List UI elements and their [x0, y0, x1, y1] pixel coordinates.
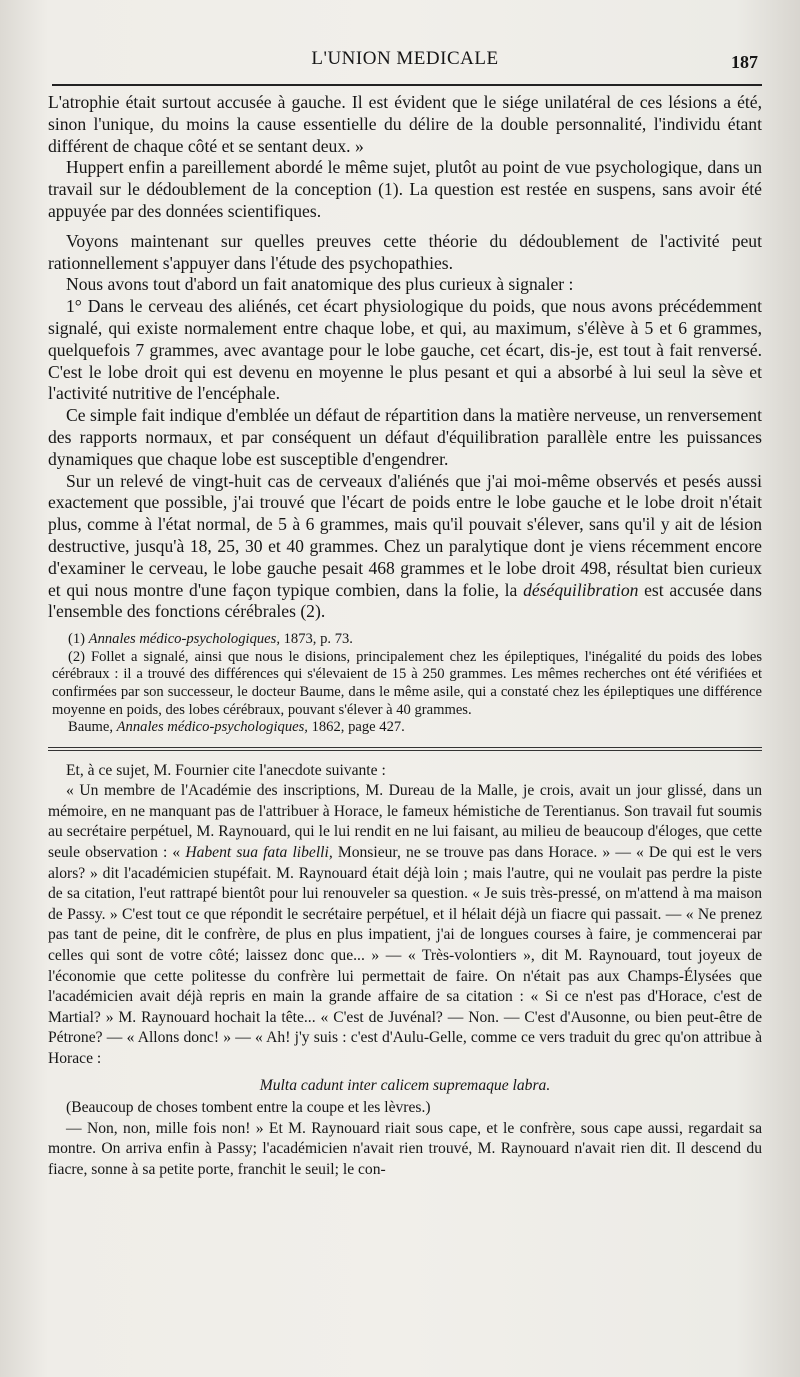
paragraph-text: « Un membre de l'Académie des inscriptions, M. Dureau de la Malle, je crois, avait un jour glissé, dans un mémoire, en ne manquant pas de l'attribuer à Horace, le fameux hémistiche de Terentianus. Son travail fut soumis au secrétaire perpétuel, M. Raynouard, qui le lui rendit en ne lui faisant, au milieu de beaucoup d'éloges, que cette seule observation : « — [48, 782, 762, 862]
footnote-tail: 1862, page 427. — [307, 719, 405, 736]
paragraph: 1° Dans le cerveau des aliénés, cet écart physiologique du poids, que nous avons précédemment signalé, qui existe normalement entre chaque lobe, et qui, au maximum, s'élève à 5 et 6 grammes, quelquefois 7 grammes, avec avantage pour le lobe gauche, cet écart, dis-je, est tout à fait renversé. C'est le lobe droit qui est devenu en moyenne le plus pesant et qui a absorbé à lui seul la sève et l'activité nutritive de l'encéphale. — [48, 296, 762, 404]
footnote-author: Baume, — [68, 719, 117, 736]
paragraph-tail: est accusée dans l'ensemble des fonctions cérébrales (2). — [48, 579, 762, 622]
footnote-1 — [52, 631, 762, 649]
italic-term: déséquilibration — [523, 579, 639, 600]
paragraph: Nous avons tout d'abord un fait anatomique des plus curieux à signaler : — [66, 274, 574, 295]
latin-quote: Habent sua fata libelli, — [185, 844, 333, 862]
verse-translation: (Beaucoup de choses tombent entre la coupe et les lèvres.) — [66, 1099, 431, 1117]
section-divider — [48, 747, 762, 751]
paragraph: Huppert enfin a pareillement abordé le même sujet, plutôt au point de vue psychologique, dans un travail sur le dédoublement de la conception (1). La question est restée en suspens, sans avoir été appuyée par des données scientifiques. — [48, 157, 762, 221]
anecdote-section — [48, 761, 762, 1181]
header-rule — [52, 84, 762, 86]
footnote-marker: (1) — [68, 631, 89, 648]
paragraph: Ce simple fait indique d'emblée un défaut de répartition dans la matière nerveuse, un renversement des rapports normaux, et par conséquent un défaut d'équilibration parallèle entre les puissances dynamiques que chaque lobe est susceptible d'engendrer. — [48, 405, 762, 469]
latin-verse: Multa cadunt inter calicem supremaque labra. — [259, 1076, 551, 1094]
paragraph: Et, à ce sujet, M. Fournier cite l'anecdote suivante : — [66, 761, 386, 779]
paragraph: Voyons maintenant sur quelles preuves cette théorie du dédoublement de l'activité peut rationnellement s'appuyer dans l'étude des psychopathies. — [48, 230, 762, 273]
page-header — [48, 0, 762, 78]
footnote-tail: 1873, p. 73. — [279, 631, 353, 648]
running-title: L'UNION MEDICALE — [311, 48, 499, 69]
footnote-3 — [52, 719, 762, 737]
page-number: 187 — [731, 52, 758, 72]
footnote-source: Annales médico-psychologiques, — [116, 719, 308, 736]
paragraph: — Non, non, mille fois non! » Et M. Raynouard riait sous cape, et le confrère, sous cape aussi, regardait sa montre. On arriva enfin à Passy; l'académicien n'avait rien trouvé, M. Raynouard n'avait rien dit. Il descend du fiacre, sonne à sa petite porte, franchit le seuil; le con- — [48, 1119, 762, 1178]
paragraph — [48, 781, 762, 1069]
paragraph-text: Sur un relevé de vingt-huit cas de cerveaux d'aliénés que j'ai moi-même observés et pesés aussi exactement que possible, j'ai trouvé que l'écart de poids entre le lobe gauche et le lobe droit n'était plus, comme à l'état normal, de 5 à 6 grammes, mais qu'il pouvait s'élever, sans qu'il y ait de lésion destructive, jusqu'à 18, 25, 30 et 40 grammes. Chez un paralytique dont je viens récemment encore d'examiner le cerveau, le lobe gauche pesait 468 grammes et le lobe droit 498, résultat bien curieux et qui nous montre d'une façon typique combien, dans la folie, la — [48, 470, 762, 600]
footnotes — [48, 631, 762, 737]
main-text — [48, 78, 762, 623]
paragraph: L'atrophie était surtout accusée à gauche. Il est évident que le siége unilatéral de ces lésions a été, sinon l'unique, du moins la cause essentielle du délire de la double personnalité, l'individu étant différent de chaque côté et se sentant deux. » — [48, 92, 762, 156]
paragraph — [48, 471, 762, 624]
footnote-source: Annales médico-psychologiques, — [88, 631, 280, 648]
paragraph-text: Monsieur, ne se trouve pas dans Horace. » — « De qui est le vers alors? » dit l'académicien stupéfait. M. Raynouard était déjà loin ; mais l'autre, qui ne voulait pas perdre la piste de sa citation, l'eut rattrapé bientôt pour lui renouveler sa question. « Je suis très-pressé, on m'attend à ma maison de Passy. » C'est tout ce que répondit le secrétaire perpétuel, et il hélait déjà un fiacre qui passait. — « Ne prenez pas tant de peine, dit le confrère, de plus en plus impatient, j'ai de longues courses à faire, je commencerai par celles qui sont de votre côté; laissez donc que... » — « Très-volontiers », dit M. Raynouard, tout joyeux de l'économie que cette politesse du confrère lui permettait de faire. On n'était pas aux Champs-Élysées que l'académicien avait déjà repris en main la grande affaire de sa citation : « Si ce n'est pas d'Horace, c'est de Martial? » M. Raynouard hochait la tête... « C'est de Juvénal? — Non. — C'est d'Ausonne, ou bien peut-être de Pétrone? — « Allons donc! » — « Ah! j'y suis : c'est d'Aulu-Gelle, comme ce vers traduit du grec qu'on attribue à Horace : — [48, 844, 762, 1067]
footnote-2: (2) Follet a signalé, ainsi que nous le disions, principalement chez les épileptiques, l'inégalité du poids des lobes cérébraux : il a trouvé des différences qui s'élevaient de 15 à 250 grammes. Les mêmes recherches ont été vérifiées et confirmées par son successeur, le docteur Baume, dans le même asile, qui a constaté chez les épileptiques une différence moyenne en poids, des lobes cérébraux, pouvant s'élever à 40 grammes. — [52, 648, 762, 718]
